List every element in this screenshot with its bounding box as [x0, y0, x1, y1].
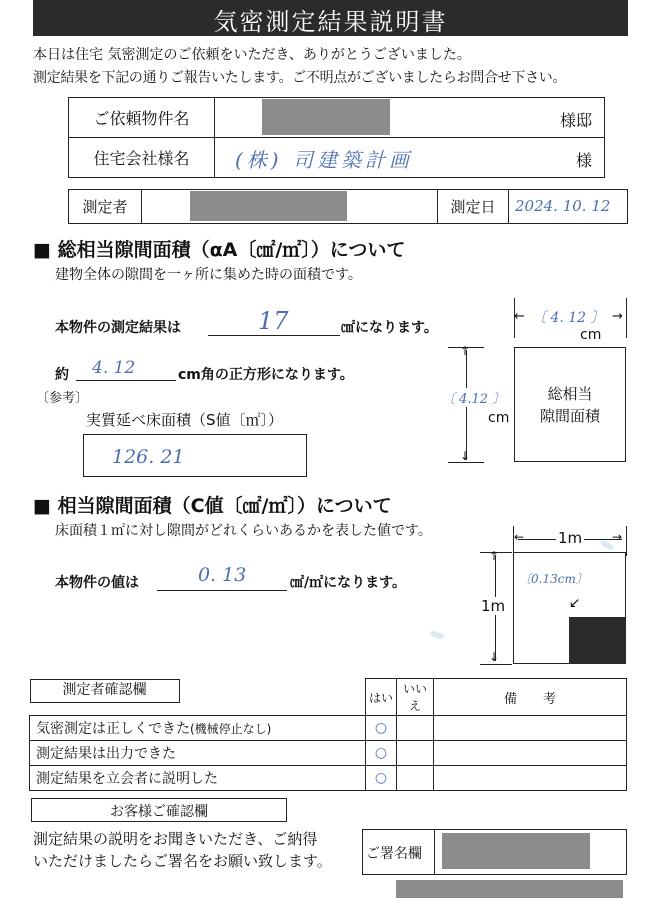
property-label-cell: [69, 98, 215, 138]
customer-line-1: 測定結果の説明をお聞きいただき、ご納得: [33, 830, 318, 848]
checklist-no-cell[interactable]: [397, 741, 434, 766]
checklist-row-label-cell: [30, 716, 366, 741]
diagram2-top-arrow: ←: [514, 530, 525, 544]
signature-redaction: [442, 833, 590, 869]
yes-mark: ○: [374, 720, 388, 736]
company-label-cell: [69, 138, 215, 178]
checklist-row-label-cell: [30, 741, 366, 766]
date-value-cell: [509, 190, 628, 224]
property-suffix: 様邸: [559, 111, 592, 130]
diagram2-top-label: 1m: [558, 529, 583, 547]
floor-area-label: 実質延べ床面積（S値〔㎡〕）: [86, 411, 284, 429]
checklist-row-sub: (機械停止なし): [190, 722, 272, 736]
date-label: 測定日: [450, 198, 496, 216]
section2-result-suffix: ㎠/㎡になります。: [290, 575, 406, 591]
company-value-cell: [215, 138, 605, 178]
property-name-redaction: [262, 99, 390, 135]
section1-result-prefix: 本物件の測定結果は: [55, 320, 181, 336]
checklist-row: [30, 716, 627, 741]
intro-line-1: 本日は住宅 気密測定のご依頼をいただき、ありがとうございました。: [33, 47, 471, 63]
diagram1-side-arrow-down: ↓: [460, 449, 471, 463]
diagram1-side-value: 〔 4.12 〕: [442, 388, 505, 407]
section1-desc: 建物全体の隙間を一ヶ所に集めた時の面積です。: [55, 267, 362, 283]
footer-redaction: [396, 880, 623, 898]
floor-area-value: 126. 21: [112, 446, 185, 468]
checklist-note-cell[interactable]: [434, 766, 627, 791]
checklist-table: [29, 678, 627, 791]
checklist-yes-cell[interactable]: [366, 716, 397, 741]
diagram1-side-unit: cm: [488, 410, 510, 426]
section1-square-prefix: 約: [55, 367, 69, 383]
intro-line-2: 測定結果を下記の通りご報告いたします。ご不明点がございましたらお問合せ下さい。: [33, 70, 567, 86]
diagram1-top-right-tick: [626, 298, 627, 338]
diagram2-inner-value: 〔0.13cm〕: [519, 572, 588, 586]
diagram2-side-arrow-up: ↑: [489, 549, 500, 563]
property-label: ご依頼物件名: [93, 109, 190, 128]
diagram2-top-arrow-right: →: [612, 530, 623, 544]
checklist-no-cell[interactable]: [397, 766, 434, 791]
company-value: (株) 司建築計画: [235, 148, 413, 172]
page-title: 気密測定結果説明書: [213, 8, 448, 36]
section1-result-suffix: ㎠になります。: [341, 320, 438, 336]
diagram2-side-arrow-down: ↓: [489, 650, 500, 664]
customer-line-2: いただけましたらご署名をお願い致します。: [33, 852, 332, 870]
section1-result-value: 17: [258, 307, 289, 335]
signature-divider: [434, 829, 435, 875]
checklist-title-cell: [30, 679, 366, 716]
diagram1-top-value: 〔 4. 12 〕: [532, 310, 605, 326]
checklist-yes-cell[interactable]: [366, 766, 397, 791]
scan-speck: [429, 630, 444, 640]
date-label-cell: [438, 190, 509, 224]
diagram1-top-arrow-right: →: [612, 309, 623, 324]
diagram2-side-bottom-tick: [480, 664, 512, 665]
checklist-row-label: 測定結果を立会者に説明した: [36, 771, 218, 787]
section1-square-value: 4. 12: [92, 358, 136, 378]
section2-result-underline: [157, 590, 287, 591]
checklist-row-label: 気密測定は正しくできた: [36, 721, 190, 737]
checklist-yes-cell[interactable]: [366, 741, 397, 766]
checklist-note-cell[interactable]: [434, 716, 627, 741]
company-suffix: 様: [575, 151, 592, 170]
measurer-label: 測定者: [82, 198, 128, 216]
diagram2-top-right-tick: [626, 526, 627, 556]
date-value: 2024. 10. 12: [515, 197, 611, 215]
company-label: 住宅会社様名: [93, 149, 190, 168]
section1-heading: ■ 総相当隙間面積（αA〔㎠/㎡〕）について: [33, 239, 406, 261]
checklist-note-cell[interactable]: [434, 741, 627, 766]
measurer-label-cell: [69, 190, 142, 224]
col-yes-header: はい: [366, 679, 397, 716]
reference-label: 〔参考〕: [36, 391, 89, 406]
measurer-redaction: [190, 191, 347, 221]
checklist-row: [30, 741, 627, 766]
yes-mark: ○: [374, 745, 388, 761]
diagram1-top-arrow: ←: [514, 309, 525, 324]
signature-label: ご署名欄: [366, 846, 422, 862]
section1-square-suffix: cm角の正方形になります。: [178, 367, 354, 383]
checklist-row: [30, 766, 627, 791]
checklist-row-label: 測定結果は出力できた: [36, 746, 176, 762]
section2-result-value: 0. 13: [198, 564, 247, 586]
checklist-row-label-cell: [30, 766, 366, 791]
section2-result-prefix: 本物件の値は: [55, 575, 139, 591]
customer-title: お客様ご確認欄: [110, 804, 208, 820]
diagram2-pointer-arrow: ↓: [564, 594, 584, 614]
diagram1-square-line2: 隙間面積: [539, 407, 600, 425]
diagram1-square-line1: 総相当: [547, 385, 593, 403]
diagram1-side-arrow-up: ↑: [460, 344, 471, 358]
yes-mark: ○: [374, 770, 388, 786]
col-note-header: 備 考: [434, 679, 627, 716]
col-no-header: いいえ: [397, 679, 434, 716]
section1-square-underline: [76, 380, 176, 381]
diagram2-side-label: 1m: [481, 597, 506, 615]
measure-row: [68, 189, 628, 224]
checklist-no-cell[interactable]: [397, 716, 434, 741]
section1-result-underline: [208, 335, 340, 336]
checklist-title: 測定者確認欄: [30, 679, 180, 703]
section2-desc: 床面積１㎡に対し隙間がどれくらいあるかを表した値です。: [55, 523, 432, 539]
diagram2-gap-square: [569, 617, 626, 664]
section2-heading: ■ 相当隙間面積（C値〔㎠/㎡〕）について: [33, 495, 392, 517]
diagram1-top-unit: cm: [580, 327, 602, 343]
